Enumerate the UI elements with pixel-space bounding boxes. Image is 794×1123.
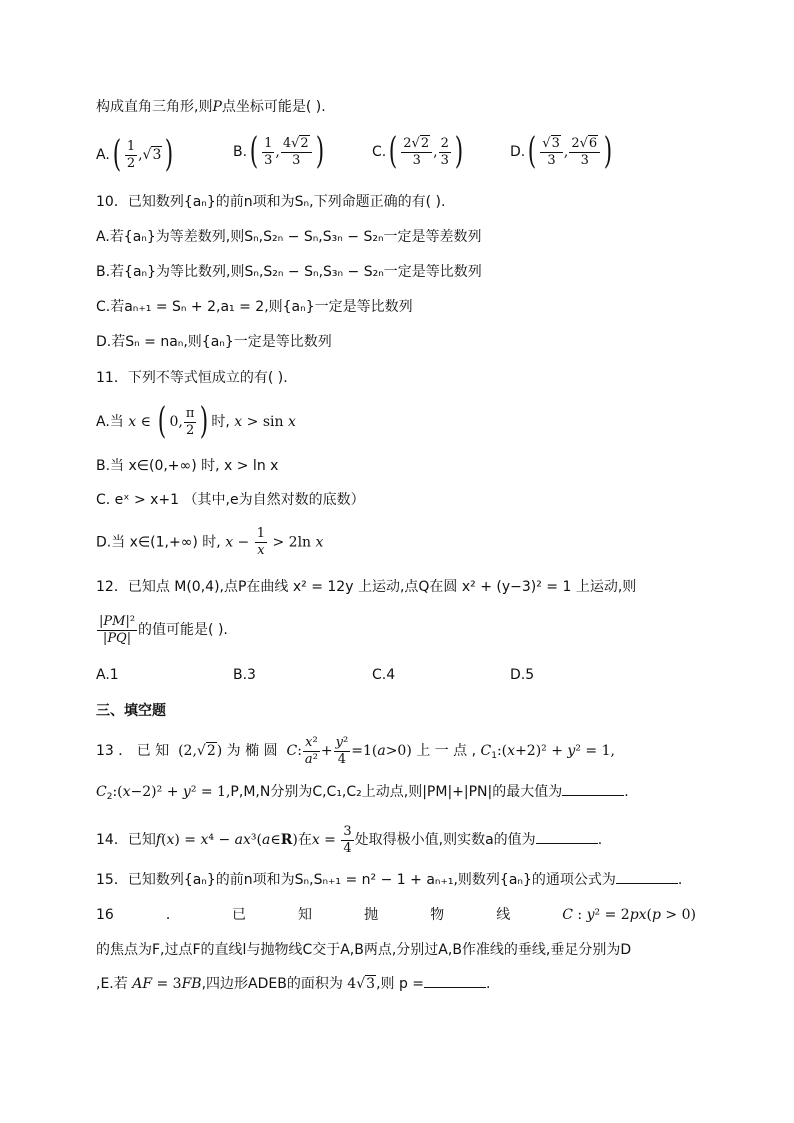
q11-option-d: D.当 x∈(1,+∞) 时, x − $\frac{1}{x}$ > 2ln x bbox=[96, 526, 324, 558]
q10-stem: 10．已知数列{aₙ}的前n项和为Sₙ,下列命题正确的有( ). bbox=[96, 194, 446, 210]
q10-option-b: B.若{aₙ}为等比数列,则Sₙ,S₂ₙ − Sₙ,S₃ₙ − S₂ₙ一定是等比数列 bbox=[96, 264, 482, 280]
q10-option-a: A.若{aₙ}为等差数列,则Sₙ,S₂ₙ − Sₙ,S₃ₙ − S₂ₙ一定是等差数列 bbox=[96, 229, 482, 245]
q9-stem-text: 构成直角三角形,则P点坐标可能是( ). bbox=[96, 99, 326, 115]
q12-option-d: D.5 bbox=[510, 667, 535, 683]
q13-answer-blank[interactable] bbox=[562, 781, 624, 796]
q10-option-d: D.若Sₙ = naₙ,则{aₙ}一定是等比数列 bbox=[96, 334, 332, 350]
q9-option-c: C.( $\frac{2√2}{3}$ , $\frac{2}{3}$ ) bbox=[372, 131, 464, 172]
q16-answer-blank[interactable] bbox=[424, 973, 486, 988]
q16-line1: 16 ． 已 知 抛 物 线 C : y² = 2px(p > 0) bbox=[96, 907, 696, 923]
q16-line2: 的焦点为F,过点F的直线l与抛物线C交于A,B两点,分别过A,B作准线的垂线,垂足分别为D bbox=[96, 942, 632, 958]
q14-line: 14．已知f(x) = x⁴ − ax³(a∈R)在x = $\frac{3}{4}$ 处取得极小值,则实数a的值为 . bbox=[96, 823, 603, 856]
q12-stem: 12．已知点 M(0,4),点P在曲线 x² = 12y 上运动,点Q在圆 x² + (y−3)² = 1 上运动,则 bbox=[96, 579, 637, 595]
q13-line2: $C_2:(x-2)^2 + y^2 = 1,P,M,N$分别为C,C₁,C₂上动点,则|PM|+|PN|的最大值为 . bbox=[96, 781, 629, 807]
q15-answer-blank[interactable] bbox=[616, 869, 678, 884]
q11-option-c: C. eˣ > x+1 （其中,e为自然对数的底数） bbox=[96, 492, 365, 508]
q9-option-a: A.( $\frac{1}{2}$ ,√3 ) bbox=[96, 134, 174, 175]
q12-option-c: C.4 bbox=[372, 667, 396, 683]
q10-option-c: C.若aₙ₊₁ = Sₙ + 2,a₁ = 2,则{aₙ}一定是等比数列 bbox=[96, 299, 413, 315]
q11-stem: 11．下列不等式恒成立的有( ). bbox=[96, 370, 288, 386]
q9-option-d: D.( $\frac{√3}{3}$ , $\frac{2√6}{3}$ ) bbox=[510, 131, 613, 172]
q14-answer-blank[interactable] bbox=[536, 829, 598, 844]
q9-option-b: B.( $\frac{1}{3}$ , $\frac{4√2}{3}$ ) bbox=[233, 131, 324, 172]
q12-expression: $\frac{\text{|PM|²}}{|PQ|}$ 的值可能是( ). bbox=[99, 613, 228, 646]
q12-option-a: A.1 bbox=[96, 667, 119, 683]
q11-option-b: B.当 x∈(0,+∞) 时, x > ln x bbox=[96, 458, 279, 474]
q16-line3: ,E.若 AF = 3FB,四边形ADEB的面积为 4√3,则 p = . bbox=[96, 973, 490, 994]
q13-line1: 13 ． 已 知 (2,√2) 为 椭 圆 C: $\frac{\text{x²}}{\text{a²}}$ + $\frac{\text{y²}}{4}$ =1(a>0) 上 一 点 , $C_1:(x+2)^2 + y^2 = 1$, bbox=[96, 734, 615, 767]
q11-option-a: A.当 x ∈ ( 0, $\frac{\pi}{2}$ ) 时, x > sin x bbox=[96, 401, 296, 442]
q15-line: 15．已知数列{aₙ}的前n项和为Sₙ,Sₙ₊₁ = n² − 1 + aₙ₊₁,则数列{aₙ}的通项公式为 . bbox=[96, 869, 682, 890]
section-title: 三、填空题 bbox=[96, 703, 166, 719]
q12-option-b: B.3 bbox=[233, 667, 256, 683]
q9-stem-tail bbox=[96, 97, 326, 117]
